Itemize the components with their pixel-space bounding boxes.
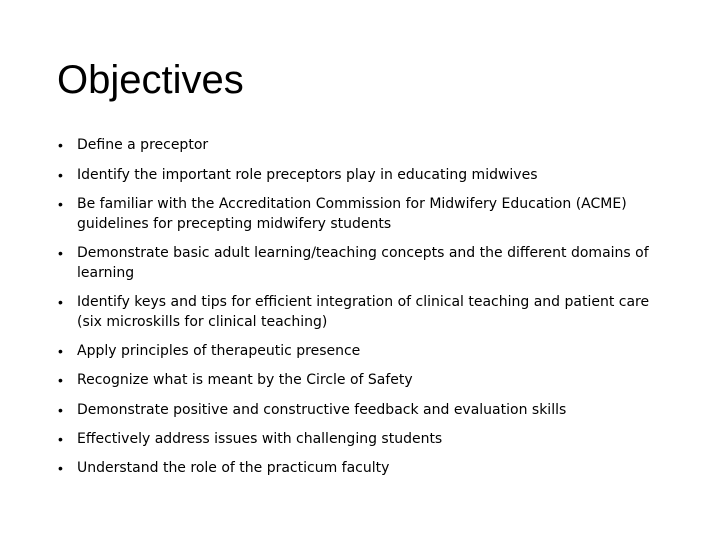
list-item [57, 166, 677, 186]
bullet-marker: • [58, 431, 63, 447]
list-item [57, 459, 677, 479]
bullet-marker: • [58, 294, 63, 310]
list-item [57, 293, 677, 332]
list-item-text: Understand the role of the practicum faculty [77, 460, 390, 476]
bullet-marker: • [58, 402, 63, 418]
list-item-text: Demonstrate positive and constructive feedback and evaluation skills [77, 402, 567, 418]
list-item-text: Identify the important role preceptors play in educating midwives [77, 167, 538, 183]
list-item-text: Recognize what is meant by the Circle of Safety [77, 372, 413, 388]
list-item-text: Demonstrate basic adult learning/teaching concepts and the different domains of learning [77, 245, 649, 281]
list-item [57, 195, 677, 234]
list-item [57, 244, 677, 283]
list-item-text: Identify keys and tips for efficient integration of clinical teaching and patient care (six microskills for clinical teaching) [77, 294, 650, 330]
list-item-text: Be familiar with the Accreditation Commission for Midwifery Education (ACME) guidelines for precepting midwifery students [77, 196, 627, 232]
bullet-marker: • [58, 372, 63, 388]
bullet-marker: • [58, 245, 63, 261]
list-item [57, 401, 677, 421]
bullet-marker: • [58, 137, 63, 153]
bullet-marker: • [58, 196, 63, 212]
bullet-marker: • [58, 343, 63, 359]
bullet-marker: • [58, 460, 63, 476]
list-item [57, 136, 677, 156]
slide-title: Objectives [57, 58, 244, 102]
list-item [57, 430, 677, 450]
list-item [57, 342, 677, 362]
list-item-text: Effectively address issues with challenging students [77, 431, 443, 447]
list-item [57, 371, 677, 391]
list-item-text: Apply principles of therapeutic presence [77, 343, 361, 359]
list-item-text: Define a preceptor [77, 137, 209, 153]
bullet-marker: • [58, 167, 63, 183]
